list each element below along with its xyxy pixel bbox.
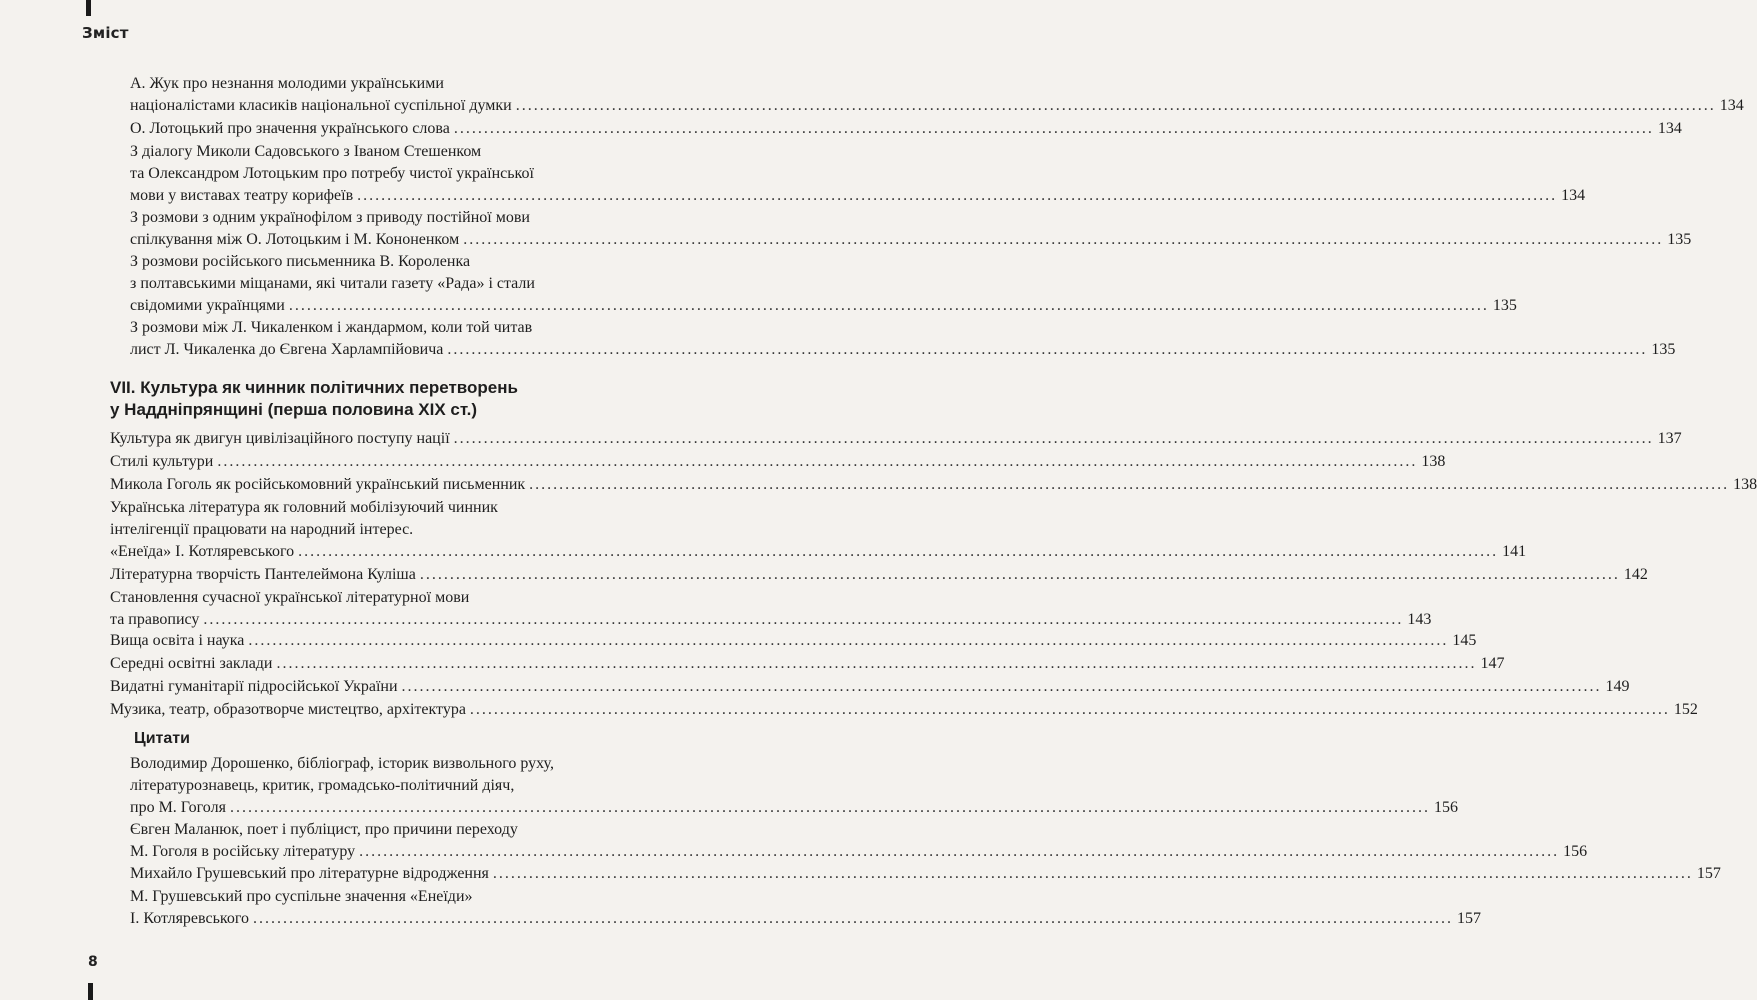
quotes-heading: Цитати (134, 730, 190, 747)
dot-leader: ........................................................................................................................................................................................................ (453, 430, 1654, 447)
toc-page-number: 152 (1673, 701, 1698, 718)
toc-page-number: 135 (1492, 297, 1517, 314)
toc-entry-line: та Олександром Лотоцьким про потребу чистої української (130, 165, 534, 182)
toc-entry (130, 317, 1676, 361)
toc-page-number: 157 (1457, 910, 1482, 927)
page-number: 8 (88, 954, 98, 970)
dot-leader: ........................................................................................................................................................................................................ (515, 97, 1716, 114)
toc-entry-text: Вища освіта і наука (110, 632, 245, 649)
toc-entry-last-line (130, 185, 1586, 207)
toc-page-number: 157 (1696, 865, 1721, 882)
toc-entry-last-line (110, 653, 1505, 675)
toc-page-number: 135 (1667, 231, 1692, 248)
dot-leader: ........................................................................................................................................................................................................ (492, 865, 1693, 882)
toc-page-number: 134 (1561, 187, 1586, 204)
toc-entry (110, 676, 1630, 698)
toc-page-number: 142 (1623, 566, 1648, 583)
dot-leader: ........................................................................................................................................................................................................ (453, 120, 1654, 137)
crop-mark-top (86, 0, 91, 16)
toc-entry (110, 587, 1432, 631)
toc-entry (130, 73, 1744, 117)
toc-page-number: 143 (1407, 611, 1432, 628)
section-title (110, 377, 518, 421)
toc-entry-text: І. Котляревського (130, 910, 250, 927)
toc-entry-text: М. Гоголя в російську літературу (130, 843, 356, 860)
toc-entry-text: Михайло Грушевський про літературне відродження (130, 865, 489, 882)
toc-entry-last-line (130, 908, 1482, 930)
toc-entry (130, 141, 1586, 207)
toc-entry-text: Видатні гуманітарії підросійської України (110, 678, 398, 695)
toc-page-number: 138 (1733, 476, 1757, 493)
toc-entry-text: «Енеїда» І. Котляревського (110, 543, 295, 560)
toc-entry-last-line (110, 609, 1432, 631)
toc-entry-line: Становлення сучасної української літературної мови (110, 589, 470, 606)
toc-entry-line: Українська література як головний мобілізуючий чинник (110, 499, 498, 516)
toc-entry-text: спілкування між О. Лотоцьким і М. Кононенком (130, 231, 460, 248)
toc-page-number: 138 (1421, 453, 1446, 470)
toc-page-number: 147 (1480, 655, 1505, 672)
toc-entry-last-line (110, 451, 1446, 473)
section-title-line: у Наддніпрянщині (перша половина XIX ст.) (110, 400, 478, 419)
toc-entry-last-line (110, 676, 1630, 698)
dot-leader: ........................................................................................................................................................................................................ (447, 341, 1648, 358)
toc-entry-line: інтелігенції працювати на народний інтерес. (110, 521, 414, 538)
toc-entry (110, 564, 1648, 586)
dot-leader: ........................................................................................................................................................................................................ (359, 843, 1560, 860)
toc-entry-line: З розмови між Л. Чикаленком і жандармом, коли той читав (130, 319, 533, 336)
toc-entry-text: Культура як двигун цивілізаційного поступу нації (110, 430, 450, 447)
toc-entry-line: З діалогу Миколи Садовського з Іваном Стешенком (130, 143, 482, 160)
toc-entry-last-line (110, 428, 1682, 450)
toc-entry (110, 497, 1527, 563)
toc-entry (110, 428, 1682, 450)
running-head: Зміст (82, 24, 129, 42)
toc-entry-last-line (130, 797, 1458, 819)
toc-entry-line: З розмови з одним українофілом з приводу постійної мови (130, 209, 530, 226)
toc-entry-line: З розмови російського письменника В. Короленка (130, 253, 471, 270)
toc-entry-text: Літературна творчість Пантелеймона Куліша (110, 566, 416, 583)
toc-entry-last-line (130, 339, 1676, 361)
toc-page-number: 145 (1452, 632, 1477, 649)
toc-page-number: 135 (1651, 341, 1676, 358)
toc-entry (130, 251, 1517, 317)
toc-entry-last-line (110, 630, 1477, 652)
toc-entry-last-line (130, 118, 1682, 140)
toc-entry-last-line (130, 863, 1721, 885)
toc-entry-last-line (110, 474, 1757, 496)
crop-mark-bottom (88, 983, 93, 1000)
dot-leader: ........................................................................................................................................................................................................ (229, 799, 1430, 816)
toc-entry (110, 699, 1698, 721)
toc-entry-last-line (130, 841, 1588, 863)
toc-entry-last-line (110, 541, 1527, 563)
dot-leader: ........................................................................................................................................................................................................ (298, 543, 1499, 560)
toc-page-number: 156 (1433, 799, 1458, 816)
dot-leader: ........................................................................................................................................................................................................ (248, 632, 1449, 649)
toc-entry (110, 451, 1446, 473)
toc-page-number: 141 (1502, 543, 1527, 560)
toc-entry-line: М. Грушевський про суспільне значення «Енеїди» (130, 888, 473, 905)
toc-entry-text: Музика, театр, образотворче мистецтво, архітектура (110, 701, 466, 718)
dot-leader: ........................................................................................................................................................................................................ (276, 655, 1477, 672)
toc-entry-last-line (130, 295, 1517, 317)
toc-entry-line: Євген Маланюк, поет і публіцист, про причини переходу (130, 821, 518, 838)
toc-entry-last-line (110, 564, 1648, 586)
toc-entry-text: Микола Гоголь як російськомовний український письменник (110, 476, 526, 493)
toc-entry (130, 819, 1588, 863)
toc-entry-text: мови у виставах театру корифеїв (130, 187, 354, 204)
toc-page-number: 134 (1657, 120, 1682, 137)
toc-page-number: 134 (1719, 97, 1744, 114)
toc-entry-text: про М. Гоголя (130, 799, 226, 816)
toc-entry (130, 863, 1721, 885)
toc-entry-text: О. Лотоцький про значення українського слова (130, 120, 450, 137)
toc-entry (130, 207, 1692, 251)
toc-entry-text: Середні освітні заклади (110, 655, 273, 672)
toc-entry-last-line (130, 95, 1744, 117)
toc-entry (130, 118, 1682, 140)
toc-entry-text: націоналістами класиків національної суспільної думки (130, 97, 512, 114)
dot-leader: ........................................................................................................................................................................................................ (217, 453, 1418, 470)
toc-entry-last-line (130, 229, 1692, 251)
dot-leader: ........................................................................................................................................................................................................ (401, 678, 1602, 695)
dot-leader: ........................................................................................................................................................................................................ (288, 297, 1489, 314)
dot-leader: ........................................................................................................................................................................................................ (253, 910, 1454, 927)
toc-entry (110, 474, 1757, 496)
toc-entry-text: свідомими українцями (130, 297, 285, 314)
toc-entry-text: лист Л. Чикаленка до Євгена Харлампійовича (130, 341, 444, 358)
toc-page-number: 156 (1563, 843, 1588, 860)
dot-leader: ........................................................................................................................................................................................................ (463, 231, 1664, 248)
toc-page-number: 137 (1657, 430, 1682, 447)
toc-entry-text: та правопису (110, 611, 200, 628)
dot-leader: ........................................................................................................................................................................................................ (357, 187, 1558, 204)
toc-entry (110, 630, 1477, 652)
toc-entry (130, 753, 1458, 819)
dot-leader: ........................................................................................................................................................................................................ (419, 566, 1620, 583)
toc-entry-line: Володимир Дорошенко, бібліограф, історик визвольного руху, (130, 755, 554, 772)
toc-entry (130, 886, 1482, 930)
toc-entry (110, 653, 1505, 675)
toc-entry-text: Стилі культури (110, 453, 214, 470)
section-title-line: VII. Культура як чинник політичних перетворень (110, 378, 518, 397)
dot-leader: ........................................................................................................................................................................................................ (529, 476, 1730, 493)
dot-leader: ........................................................................................................................................................................................................ (203, 611, 1404, 628)
toc-entry-line: літературознавець, критик, громадсько-політичний діяч, (130, 777, 515, 794)
toc-entry-line: А. Жук про незнання молодими українськими (130, 75, 444, 92)
dot-leader: ........................................................................................................................................................................................................ (469, 701, 1670, 718)
toc-entry-line: з полтавськими міщанами, які читали газету «Рада» і стали (130, 275, 535, 292)
toc-page-number: 149 (1605, 678, 1630, 695)
toc-entry-last-line (110, 699, 1698, 721)
